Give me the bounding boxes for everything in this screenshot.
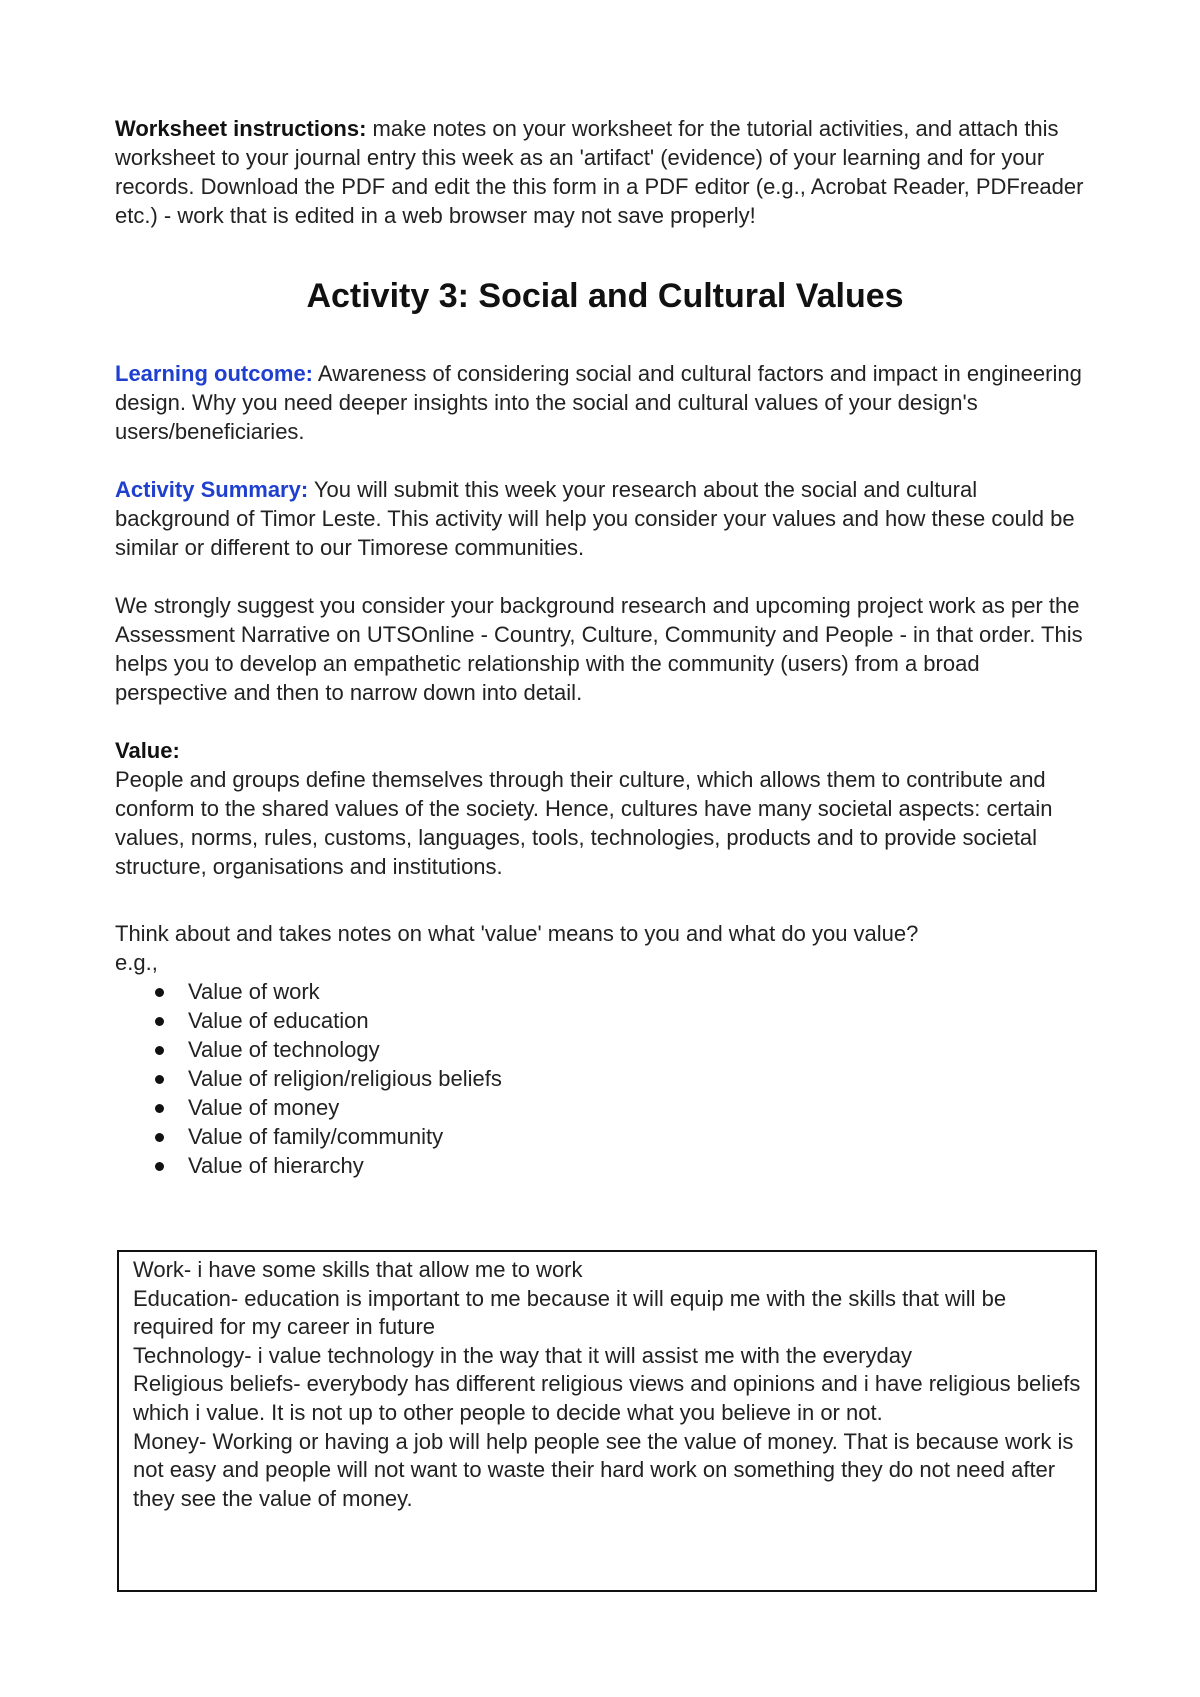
bullet-icon: [155, 1017, 164, 1026]
value-list: [115, 977, 1095, 1180]
activity-summary-label: Activity Summary:: [115, 477, 309, 502]
learning-outcome-text: Awareness of considering social and cultural factors and impact in engineering design. Why you need deeper insights into the social and cultural values of your design's users/beneficiaries.: [115, 361, 1082, 444]
bullet-icon: [155, 1133, 164, 1142]
instructions-label: Worksheet instructions:: [115, 116, 367, 141]
value-text: People and groups define themselves through their culture, which allows them to contribute and conform to the shared values of the society. Hence, cultures have many societal aspects: certain values, norms, rules, customs, languages, tools, technologies, products and to provide societal structure, organisations and institutions.: [115, 767, 1053, 879]
note-religious-beliefs: Religious beliefs- everybody has different religious views and opinions and i have religious beliefs which i value. It is not up to other people to decide what you believe in or not.: [133, 1371, 1081, 1425]
list-item-text: Value of hierarchy: [188, 1153, 364, 1178]
think-eg: e.g.,: [115, 950, 158, 975]
note-education: Education- education is important to me because it will equip me with the skills that will be required for my career in future: [133, 1285, 1007, 1340]
learning-outcome: [115, 359, 1095, 446]
value-section: [115, 736, 1095, 881]
note-work: Work- i have some skills that allow me to work: [133, 1257, 583, 1282]
list-item: [155, 977, 1095, 1006]
bullet-icon: [155, 988, 164, 997]
notes-text-field[interactable]: [117, 1250, 1097, 1592]
worksheet-instructions: [115, 114, 1095, 230]
activity-title: Activity 3: Social and Cultural Values: [306, 277, 904, 315]
suggestion-paragraph: We strongly suggest you consider your background research and upcoming project work as per the Assessment Narrative on UTSOnline - Country, Culture, Community and People - in that order. This helps you to develop an empathetic relationship with the community (users) from a broad perspective and then to narrow down into detail.: [115, 593, 1083, 705]
list-item: [155, 1064, 1095, 1093]
list-item-text: Value of family/community: [188, 1124, 444, 1149]
think-prompt: Think about and takes notes on what 'value' means to you and what do you value?: [115, 921, 919, 946]
note-money: Money- Working or having a job will help people see the value of money. That is because work is not easy and people will not want to waste their hard work on something they do not need after they see the value of money.: [133, 1428, 1074, 1511]
note-technology: Technology- i value technology in the way that it will assist me with the everyday: [133, 1342, 912, 1368]
list-item-text: Value of money: [188, 1095, 340, 1120]
bullet-icon: [155, 1104, 164, 1113]
learning-outcome-label: Learning outcome:: [115, 361, 314, 386]
activity-summary-text: You will submit this week your research about the social and cultural background of Timor Leste. This activity will help you consider your values and how these could be similar or different to our Timorese communities.: [115, 477, 1075, 560]
list-item-text: Value of religion/religious beliefs: [188, 1066, 502, 1091]
list-item-text: Value of work: [188, 979, 320, 1004]
list-item: [155, 1151, 1095, 1180]
bullet-icon: [155, 1046, 164, 1055]
activity-summary: [115, 475, 1095, 562]
think-section: [115, 919, 1095, 1180]
value-heading: Value:: [115, 738, 180, 763]
list-item: [155, 1035, 1095, 1064]
list-item: [155, 1093, 1095, 1122]
bullet-icon: [155, 1162, 164, 1171]
bullet-icon: [155, 1075, 164, 1084]
list-item-text: Value of technology: [188, 1037, 380, 1062]
worksheet-content: [115, 114, 1095, 1180]
list-item-text: Value of education: [188, 1008, 369, 1033]
list-item: [155, 1122, 1095, 1151]
list-item: [155, 1006, 1095, 1035]
instructions-text: make notes on your worksheet for the tutorial activities, and attach this worksheet to your journal entry this week as an 'artifact' (evidence) of your learning and for your records. Download the PDF and edit the this form in a PDF editor (e.g., Acrobat Reader, PDFreader etc.) - work that is edited in a web browser may not save properly!: [115, 116, 1084, 228]
